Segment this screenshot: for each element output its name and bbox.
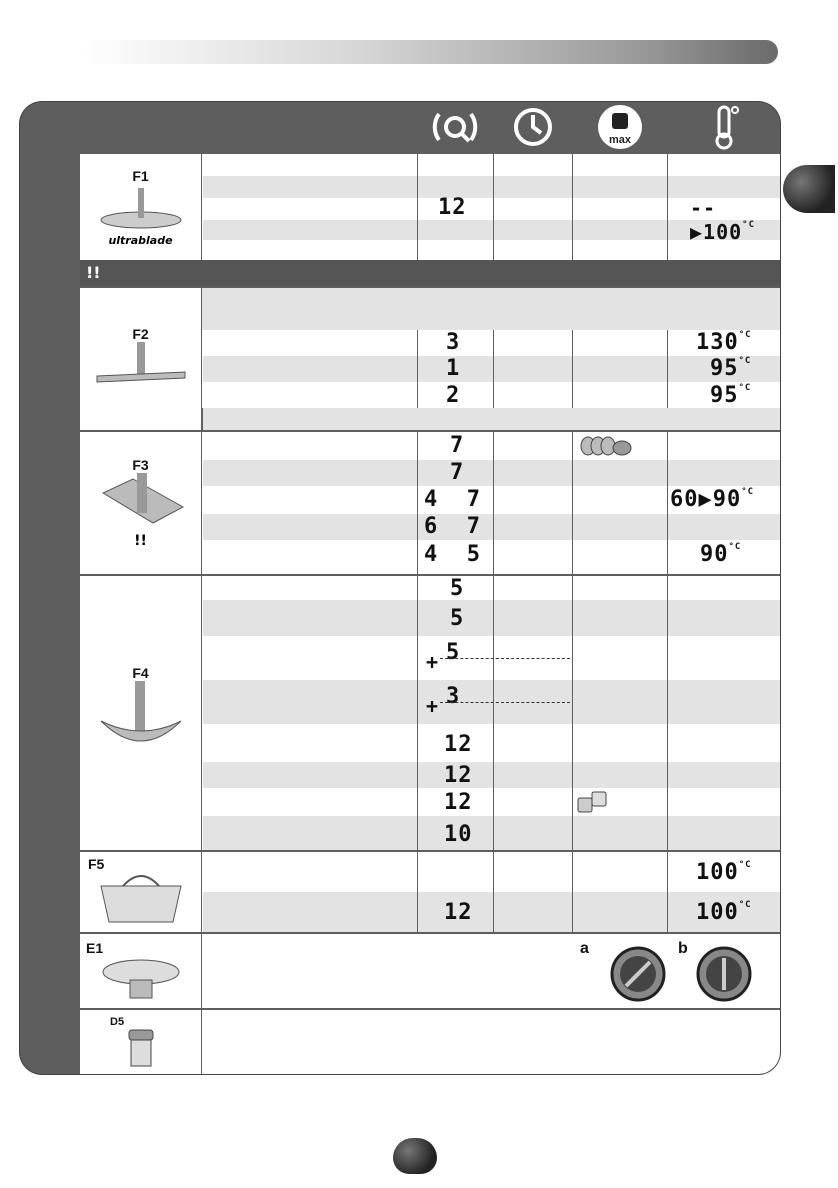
svg-text:max: max [608, 134, 632, 146]
f5-speed: 12 [444, 900, 473, 925]
f4-speed-7: 12 [444, 790, 473, 815]
f2-blade-image [80, 288, 202, 430]
divider [667, 432, 668, 574]
stripe [203, 600, 780, 636]
stripe [203, 356, 780, 382]
ultrablade-logo: ultrablade [108, 233, 173, 247]
divider [493, 154, 494, 260]
side-tab-marker [783, 165, 835, 213]
max-weight-icon [573, 102, 667, 152]
f3-warning: !! [134, 533, 147, 549]
stripe [203, 892, 780, 932]
f4-plus-1: + [426, 650, 440, 674]
d5-label: D5 [110, 1016, 125, 1028]
temperature-icon [668, 102, 780, 152]
d5-measure-cap-image [80, 1010, 202, 1074]
knob-b[interactable] [696, 946, 752, 1006]
e1-lid-image [80, 934, 202, 1008]
f2-speed-1: 3 [446, 330, 461, 355]
divider [493, 432, 494, 574]
divider [417, 576, 418, 850]
f3-label: F3 [132, 457, 149, 473]
gray-band [203, 408, 780, 430]
divider [572, 852, 573, 932]
f2-label: F2 [132, 326, 149, 342]
divider [417, 852, 418, 932]
f5-temp-2: $100^{^\circ C}$ [696, 900, 752, 925]
divider [572, 330, 573, 408]
f5-basket-image [80, 852, 202, 932]
f4-ice-icon [576, 790, 610, 818]
f3-speed-4: 6 7 [424, 514, 481, 539]
f1-blade-image [80, 154, 202, 260]
f1-temp: -- $▶100^{^\circ C}$ [690, 196, 756, 244]
f3-temp-1: $60▶90^{^\circ C}$ [670, 487, 755, 512]
f2-temp-3: $95^{^\circ C}$ [710, 383, 752, 408]
divider [493, 852, 494, 932]
divider [417, 330, 418, 408]
stripe [203, 460, 780, 486]
divider [667, 576, 668, 850]
f4-speed-1: 5 [450, 576, 465, 601]
f3-temp-2: $90^{^\circ C}$ [700, 542, 742, 567]
f3-blade-image [80, 432, 202, 574]
f1-speed: 12 [438, 195, 467, 220]
f2-speed-3: 2 [446, 383, 461, 408]
f4-dashed-line-2 [440, 702, 570, 703]
divider [493, 330, 494, 408]
divider [667, 330, 668, 408]
f3-speed-1: 7 [450, 433, 465, 458]
divider [572, 154, 573, 260]
knob-b-label: b [678, 940, 688, 957]
timer-icon [494, 102, 572, 152]
f4-speed-6: 12 [444, 763, 473, 788]
f4-blade-image [80, 576, 202, 850]
f1-label: F1 [132, 167, 149, 184]
knob-a-label: a [580, 940, 589, 957]
f4-plus-2: + [426, 694, 440, 718]
e1-label: E1 [86, 940, 104, 956]
divider [667, 154, 668, 260]
f5-label: F5 [88, 856, 105, 872]
f3-food-icon [578, 435, 638, 461]
divider [493, 576, 494, 850]
stripe [203, 176, 780, 198]
f4-dashed-line-1 [440, 658, 570, 659]
divider [417, 432, 418, 574]
divider [572, 432, 573, 574]
f4-label: F4 [132, 665, 149, 681]
f2-temp-1: $130^{^\circ C}$ [696, 330, 752, 355]
stripe [203, 762, 780, 788]
stripe [203, 816, 780, 850]
knob-a[interactable] [610, 946, 666, 1006]
f4-speed-4: 3 [446, 684, 461, 709]
f5-temp-1: $100^{^\circ C}$ [696, 860, 752, 885]
f4-speed-2: 5 [450, 606, 465, 631]
divider [572, 576, 573, 850]
f4-speed-8: 10 [444, 822, 473, 847]
top-gradient-bar [80, 40, 778, 64]
f2-temp-2: $95^{^\circ C}$ [710, 356, 752, 381]
stripe [203, 514, 780, 540]
page-number-marker [393, 1138, 437, 1174]
f3-speed-2: 7 [450, 460, 465, 485]
f3-speed-3: 4 7 [424, 487, 481, 512]
divider [667, 852, 668, 932]
speed-icon [418, 102, 492, 152]
f4-speed-3: 5 [446, 640, 461, 665]
f4-speed-5: 12 [444, 732, 473, 757]
settings-table [20, 102, 780, 1074]
f3-speed-5: 4 5 [424, 542, 481, 567]
f2-speed-2: 1 [446, 356, 461, 381]
divider [417, 154, 418, 260]
f1-warning: !! [80, 260, 780, 286]
